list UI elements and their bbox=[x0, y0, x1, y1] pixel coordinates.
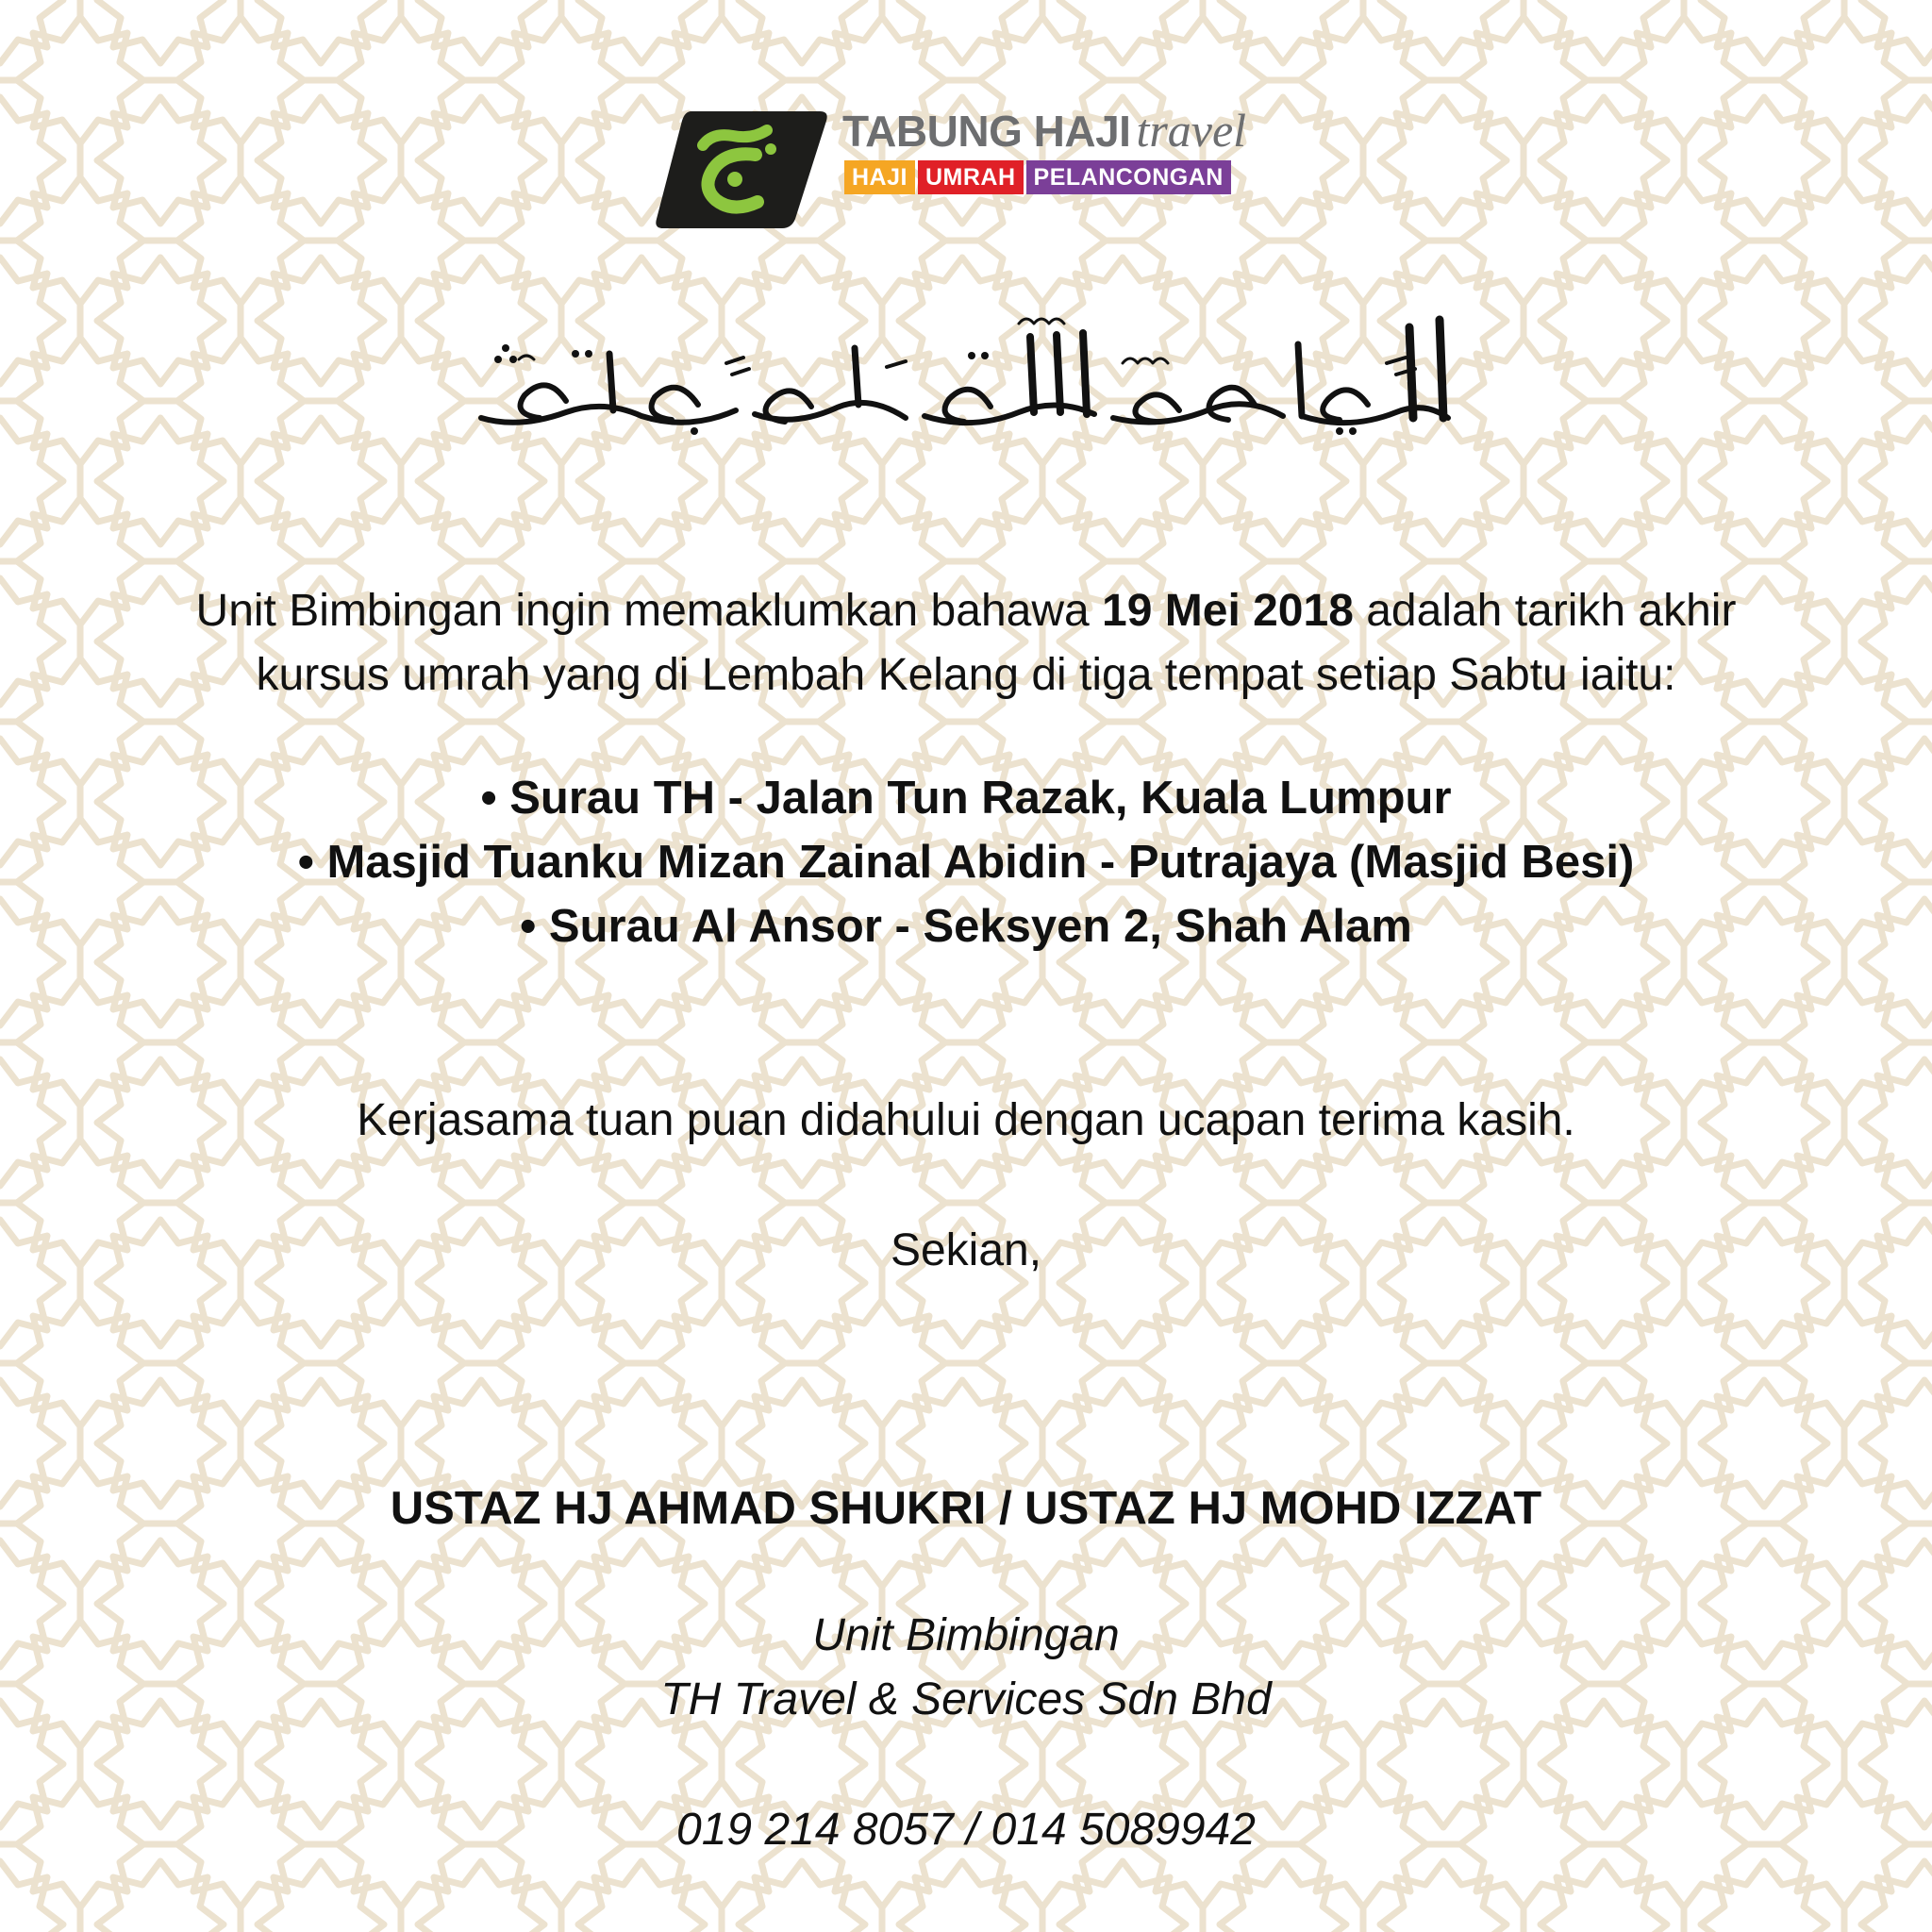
thanks-line: Kerjasama tuan puan didahului dengan ucapan terima kasih. bbox=[357, 1095, 1575, 1145]
logo-title-main: TABUNG HAJI bbox=[842, 107, 1131, 156]
logo-title-travel: travel bbox=[1136, 104, 1247, 157]
signature-organization bbox=[0, 1604, 1932, 1732]
notice-intro-line-1 bbox=[0, 579, 1932, 643]
signature-unit: Unit Bimbingan bbox=[812, 1610, 1120, 1660]
venue-item: • Surau TH - Jalan Tun Razak, Kuala Lumpur bbox=[480, 773, 1452, 824]
signatory-names: USTAZ HJ AHMAD SHUKRI / USTAZ HJ MOHD IZZAT bbox=[390, 1483, 1542, 1534]
tabung-haji-travel-logo bbox=[654, 104, 1247, 230]
logo-tag-pelancongan: PELANCONGAN bbox=[1026, 160, 1231, 194]
deadline-date: 19 Mei 2018 bbox=[1102, 586, 1354, 636]
notice-intro-line-2: kursus umrah yang di Lembah Kelang di tiga tempat setiap Sabtu iaitu: bbox=[256, 650, 1676, 700]
intro-text-before: Unit Bimbingan ingin memaklumkan bahawa bbox=[195, 586, 1103, 636]
logo-title bbox=[842, 106, 1246, 155]
tabung-haji-logo-icon bbox=[654, 108, 829, 230]
contact-phones: 019 214 8057 / 014 5089942 bbox=[676, 1805, 1256, 1855]
salam-calligraphy bbox=[462, 307, 1462, 439]
notice-intro bbox=[0, 579, 1932, 708]
venue-item: • Surau Al Ansor - Seksyen 2, Shah Alam bbox=[520, 901, 1412, 952]
intro-text-after: adalah tarikh akhir bbox=[1353, 586, 1737, 636]
logo-tag-umrah: UMRAH bbox=[918, 160, 1024, 194]
logo-tags bbox=[844, 160, 1231, 194]
logo-tag-haji: HAJI bbox=[844, 160, 915, 194]
venue-item: • Masjid Tuanku Mizan Zainal Abidin - Putrajaya (Masjid Besi) bbox=[297, 837, 1635, 888]
closing-line: Sekian, bbox=[890, 1225, 1042, 1275]
venue-list bbox=[0, 766, 1932, 958]
signature-company: TH Travel & Services Sdn Bhd bbox=[660, 1674, 1272, 1724]
